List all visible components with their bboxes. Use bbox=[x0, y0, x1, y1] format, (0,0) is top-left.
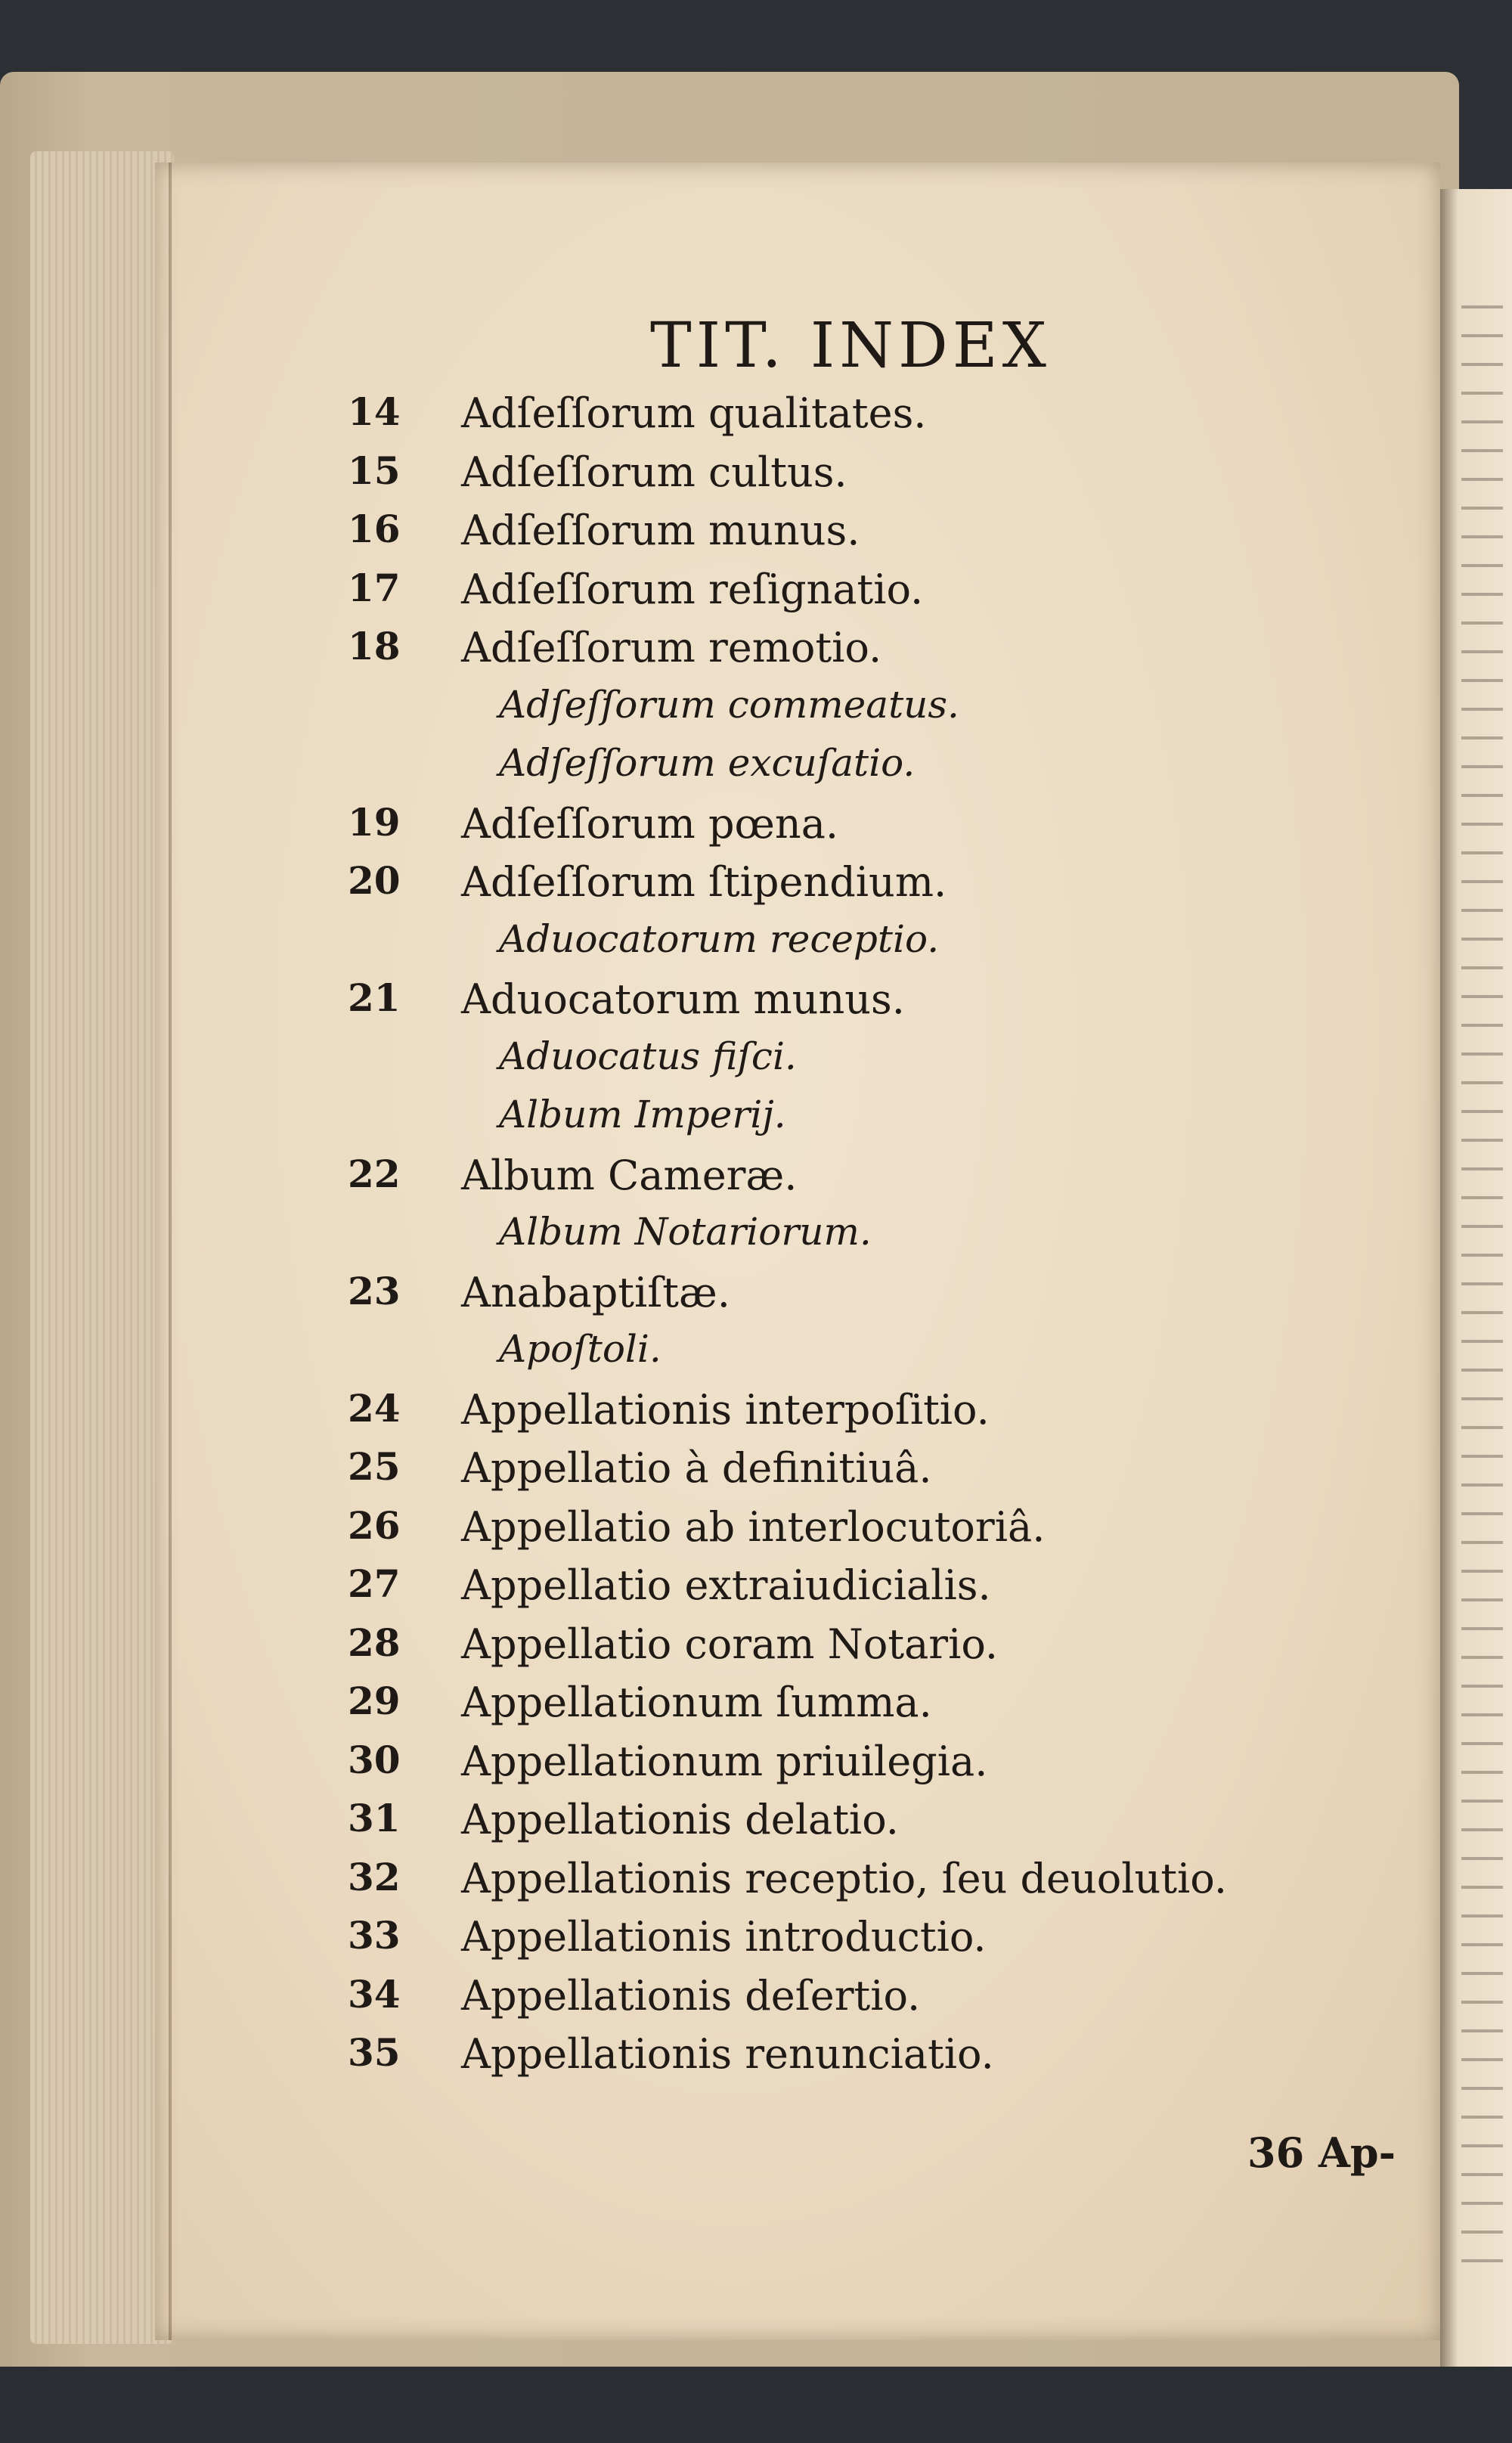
entry-title: Apoſtoli. bbox=[499, 1327, 662, 1371]
entry-title: Adſeſſorum remotio. bbox=[461, 624, 882, 671]
entry-title: Appellationis renunciatio. bbox=[461, 2030, 994, 2078]
index-entry bbox=[0, 448, 1285, 507]
entry-number: 14 bbox=[348, 389, 401, 434]
entry-title: Aduocatus fiſci. bbox=[499, 1034, 797, 1078]
entry-title: Adſeſſorum ſtipendium. bbox=[461, 858, 947, 906]
index-entry bbox=[0, 800, 1285, 859]
entry-number: 35 bbox=[348, 2030, 401, 2075]
index-entry bbox=[0, 858, 1285, 917]
index-entry bbox=[0, 1503, 1285, 1562]
entry-number: 28 bbox=[348, 1620, 401, 1665]
entry-title: Appellationis delatio. bbox=[461, 1796, 899, 1843]
index-entry bbox=[0, 917, 1285, 976]
entry-number: 34 bbox=[348, 1971, 401, 2017]
entry-number: 17 bbox=[348, 565, 401, 610]
entry-number: 18 bbox=[348, 624, 401, 668]
index-entry bbox=[0, 2030, 1285, 2089]
entry-title: Adſeſſorum cultus. bbox=[461, 448, 847, 496]
entry-number: 20 bbox=[348, 858, 401, 903]
entry-title: Album Imperij. bbox=[499, 1093, 786, 1136]
index-entry bbox=[0, 975, 1285, 1034]
entry-number: 19 bbox=[348, 799, 401, 845]
entry-title: Appellatio coram Notario. bbox=[461, 1620, 999, 1668]
index-entry bbox=[0, 1561, 1285, 1620]
entry-title: Aduocatorum munus. bbox=[461, 975, 905, 1023]
index-entry bbox=[0, 1738, 1285, 1797]
index-entry bbox=[0, 1620, 1285, 1679]
entry-number: 16 bbox=[348, 507, 401, 551]
entry-number: 30 bbox=[348, 1737, 401, 1782]
entry-title: Appellatio à definitiuâ. bbox=[461, 1444, 932, 1492]
entry-title: Appellationis interpoſitio. bbox=[461, 1385, 990, 1434]
index-entry bbox=[0, 1913, 1285, 1972]
entry-title: Appellationum priuilegia. bbox=[461, 1737, 988, 1785]
entry-title: Adſeſſorum pœna. bbox=[461, 799, 839, 848]
entry-number: 21 bbox=[348, 975, 401, 1020]
entry-number: 29 bbox=[348, 1679, 401, 1723]
index-entry bbox=[0, 1327, 1285, 1386]
entry-title: Appellationis receptio, ſeu deuolutio. bbox=[461, 1854, 1228, 1902]
index-entry bbox=[0, 1386, 1285, 1445]
entry-title: Appellationis introductio. bbox=[461, 1913, 987, 1961]
entry-number: 25 bbox=[348, 1444, 401, 1489]
entry-title: Appellationum ſumma. bbox=[461, 1679, 932, 1726]
index-entry bbox=[0, 507, 1285, 566]
entry-title: Adſeſſorum excuſatio. bbox=[499, 741, 916, 785]
index-entry bbox=[0, 389, 1285, 448]
entry-title: Album Notariorum. bbox=[499, 1210, 872, 1254]
index-entry bbox=[0, 1972, 1285, 2031]
index-entry bbox=[0, 624, 1285, 683]
index-entry bbox=[0, 741, 1285, 800]
index-entry bbox=[0, 1034, 1285, 1093]
index-entry bbox=[0, 1855, 1285, 1914]
entry-number: 26 bbox=[348, 1502, 401, 1548]
entry-number: 15 bbox=[348, 448, 401, 493]
entry-number: 23 bbox=[348, 1268, 401, 1313]
index-entry bbox=[0, 1269, 1285, 1328]
entry-title: Aduocatorum receptio. bbox=[499, 916, 940, 961]
entry-number: 24 bbox=[348, 1385, 401, 1431]
entry-number: 32 bbox=[348, 1854, 401, 1899]
index-entry bbox=[0, 1152, 1285, 1211]
entry-number: 27 bbox=[348, 1561, 401, 1606]
entry-title: Appellatio extraiudicialis. bbox=[461, 1561, 991, 1609]
entry-number: 31 bbox=[348, 1796, 401, 1840]
entry-title: Appellatio ab interlocutoriâ. bbox=[461, 1502, 1046, 1551]
index-entry bbox=[0, 566, 1285, 625]
entry-title: Adſeſſorum qualitates. bbox=[461, 389, 927, 437]
index-entry bbox=[0, 1093, 1285, 1152]
index-entry bbox=[0, 1679, 1285, 1738]
index-entry bbox=[0, 1796, 1285, 1855]
index-entry bbox=[0, 683, 1285, 742]
entry-number: 22 bbox=[348, 1151, 401, 1196]
entry-title: Appellationis deſertio. bbox=[461, 1971, 921, 2020]
catchword: 36 Ap- bbox=[1247, 2128, 1396, 2177]
entry-title: Anabaptiſtæ. bbox=[461, 1268, 730, 1316]
entry-title: Adſeſſorum reſignatio. bbox=[461, 565, 924, 613]
page-header: TIT. INDEX bbox=[650, 310, 1051, 382]
entry-number: 33 bbox=[348, 1913, 401, 1958]
index-entry bbox=[0, 1210, 1285, 1269]
entry-title: Adſeſſorum commeatus. bbox=[499, 682, 959, 727]
index-entry bbox=[0, 1444, 1285, 1503]
entry-title: Adſeſſorum munus. bbox=[461, 507, 860, 554]
entry-title: Album Cameræ. bbox=[461, 1151, 798, 1199]
